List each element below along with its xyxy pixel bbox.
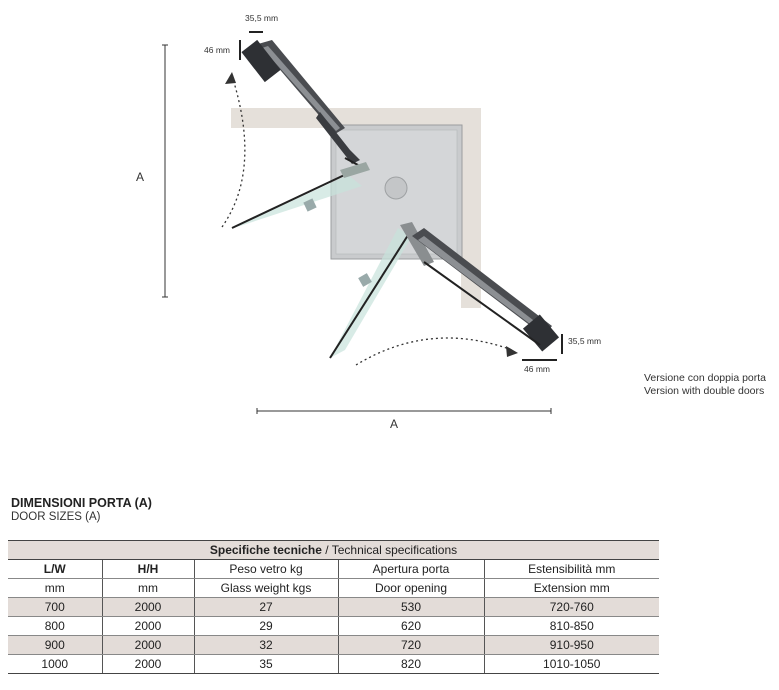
- table-row: [8, 598, 659, 617]
- cell-weight: 29: [194, 617, 338, 636]
- cell-extension: 810-850: [484, 617, 659, 636]
- table-header-separator: /: [321, 543, 332, 557]
- dim-right-width: 46 mm: [524, 364, 550, 374]
- opening-arc-left: [222, 72, 245, 227]
- col-header-weight-it: Peso vetro kg: [194, 560, 338, 579]
- cell-opening: 530: [338, 598, 484, 617]
- column-header-row-2: [8, 579, 659, 598]
- version-caption: [644, 372, 766, 398]
- col-header-extension-en: Extension mm: [484, 579, 659, 598]
- cell-lw: 1000: [8, 655, 102, 674]
- table-row: [8, 655, 659, 674]
- label-horizontal-a: A: [390, 417, 399, 431]
- cell-weight: 32: [194, 636, 338, 655]
- table-header-italian: Specifiche tecniche: [209, 543, 322, 557]
- opening-arc-right: [356, 338, 518, 365]
- table-row: [8, 617, 659, 636]
- cell-extension: 910-950: [484, 636, 659, 655]
- fixed-panel-top: [241, 40, 360, 164]
- col-header-extension-it: Estensibilità mm: [484, 560, 659, 579]
- col-header-lw: L/W: [8, 560, 102, 579]
- caption-italian: Versione con doppia porta: [644, 372, 767, 384]
- col-unit-hh: mm: [102, 579, 194, 598]
- dimension-horizontal: [257, 408, 551, 414]
- table-header-english: Technical specifications: [331, 543, 458, 557]
- table-header-row: [8, 541, 659, 560]
- specs-table: [8, 540, 659, 674]
- table-row: [8, 636, 659, 655]
- cell-extension: 1010-1050: [484, 655, 659, 674]
- cell-hh: 2000: [102, 598, 194, 617]
- table-header: [8, 541, 659, 560]
- col-header-opening-en: Door opening: [338, 579, 484, 598]
- section-subtitle: DOOR SIZES (A): [11, 511, 101, 523]
- cell-lw: 900: [8, 636, 102, 655]
- cell-weight: 27: [194, 598, 338, 617]
- label-vertical-a: A: [136, 170, 145, 184]
- cell-weight: 35: [194, 655, 338, 674]
- cell-hh: 2000: [102, 655, 194, 674]
- col-header-weight-en: Glass weight kgs: [194, 579, 338, 598]
- dim-top-width: 35,5 mm: [245, 13, 279, 23]
- cell-opening: 820: [338, 655, 484, 674]
- section-title: DIMENSIONI PORTA (A): [11, 496, 152, 510]
- caption-english: Version with double doors: [644, 385, 765, 397]
- cell-opening: 720: [338, 636, 484, 655]
- column-header-row-1: [8, 560, 659, 579]
- cell-hh: 2000: [102, 636, 194, 655]
- dimension-vertical: [162, 45, 168, 297]
- col-header-opening-it: Apertura porta: [338, 560, 484, 579]
- cell-hh: 2000: [102, 617, 194, 636]
- col-header-hh: H/H: [102, 560, 194, 579]
- col-unit-lw: mm: [8, 579, 102, 598]
- cell-lw: 700: [8, 598, 102, 617]
- drain-icon: [385, 177, 407, 199]
- cell-opening: 620: [338, 617, 484, 636]
- dim-right-depth: 35,5 mm: [568, 336, 602, 346]
- cell-extension: 720-760: [484, 598, 659, 617]
- cell-lw: 800: [8, 617, 102, 636]
- fixed-panel-right: [412, 228, 559, 352]
- dim-top-depth: 46 mm: [204, 45, 230, 55]
